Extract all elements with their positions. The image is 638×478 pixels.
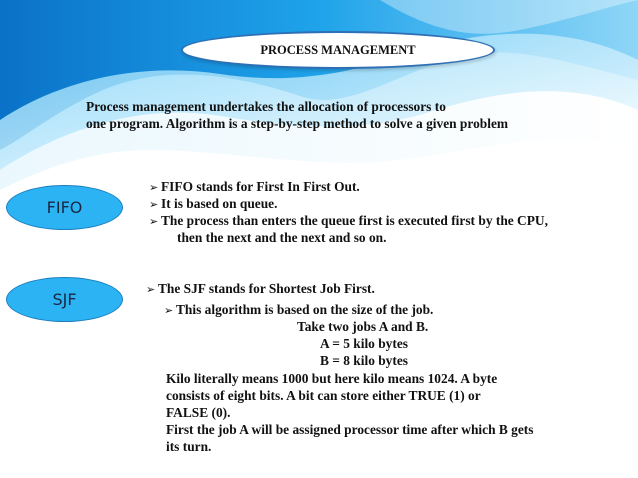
intro-line: one program. Algorithm is a step-by-step method to solve a given problem [86, 116, 509, 131]
arrow-bullet-icon: ➢ [149, 215, 159, 228]
fifo-continuation: then the next and the next and so on. [177, 230, 387, 245]
sjf-paragraph-line: its turn. [166, 439, 212, 454]
example-line: B = 8 kilo bytes [320, 353, 408, 368]
fifo-bullet: ➢ The process than enters the queue first is executed first by the CPU, [149, 213, 548, 228]
example-line: A = 5 kilo bytes [320, 336, 408, 351]
sjf-paragraph-line: consists of eight bits. A bit can store either TRUE (1) or [166, 388, 481, 403]
arrow-bullet-icon: ➢ [146, 283, 156, 296]
fifo-bullet: ➢ It is based on queue. [149, 196, 278, 211]
sjf-label: SJF [6, 277, 123, 322]
page-title: PROCESS MANAGEMENT [181, 31, 495, 69]
sjf-bullet: ➢ This algorithm is based on the size of the job. [164, 302, 434, 317]
arrow-bullet-icon: ➢ [149, 198, 159, 211]
intro-paragraph [86, 98, 566, 132]
sjf-paragraph-line: First the job A will be assigned processor time after which B gets [166, 422, 534, 437]
sjf-paragraph-line: FALSE (0). [166, 405, 231, 420]
arrow-bullet-icon: ➢ [149, 181, 159, 194]
fifo-label: FIFO [6, 185, 123, 230]
intro-line: Process management undertakes the allocation of processors to [86, 99, 446, 114]
sjf-bullet: ➢ The SJF stands for Shortest Job First. [146, 281, 375, 296]
arrow-bullet-icon: ➢ [164, 304, 174, 317]
fifo-bullet: ➢ FIFO stands for First In First Out. [149, 179, 360, 194]
example-line: Take two jobs A and B. [297, 319, 429, 334]
sjf-paragraph-line: Kilo literally means 1000 but here kilo means 1024. A byte [166, 371, 498, 386]
